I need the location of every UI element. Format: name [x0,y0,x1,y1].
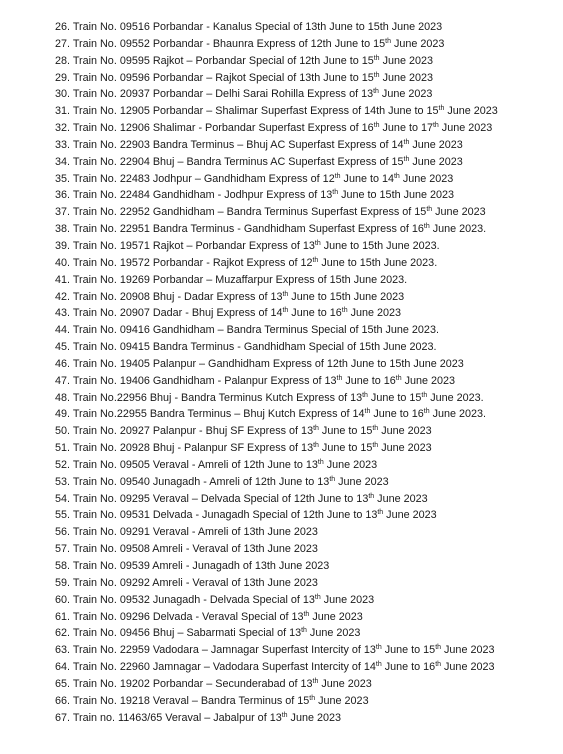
list-item: 52. Train No. 09505 Veraval - Amreli of 12th June to 13th June 2023 [55,458,378,471]
list-item: 35. Train No. 22483 Jodhpur – Gandhidham Express of 12th June to 14th June 2023 [55,172,454,185]
list-item: 30. Train No. 20937 Porbandar – Delhi Sarai Rohilla Express of 13th June 2023 [55,88,433,101]
list-item: 51. Train No. 20928 Bhuj - Palanpur SF Express of 13th June to 15th June 2023 [55,442,432,455]
list-item: 29. Train No. 09596 Porbandar – Rajkot Special of 13th June to 15th June 2023 [55,71,434,84]
list-item: 64. Train No. 22960 Jamnagar – Vadodara Superfast Intercity of 14th June to 16th June 2023 [55,661,495,674]
list-item: 63. Train No. 22959 Vadodara – Jamnagar Superfast Intercity of 13th June to 15th June 2023 [55,644,495,657]
list-item: 65. Train No. 19202 Porbandar – Secunderabad of 13th June 2023 [55,677,372,690]
list-item: 42. Train No. 20908 Bhuj - Dadar Express of 13th June to 15th June 2023 [55,290,405,303]
list-item: 46. Train No. 19405 Palanpur – Gandhidham Express of 12th June to 15th June 2023 [55,357,464,370]
list-item: 43. Train No. 20907 Dadar - Bhuj Express of 14th June to 16th June 2023 [55,307,402,320]
list-item: 49. Train No.22955 Bandra Terminus – Bhuj Kutch Express of 14th June to 16th June 2023. [55,408,487,421]
list-item: 33. Train No. 22903 Bandra Terminus – Bhuj AC Superfast Express of 14th June 2023 [55,138,463,151]
list-item: 41. Train No. 19269 Porbandar – Muzaffarpur Express of 15th June 2023. [55,273,408,286]
list-item: 62. Train No. 09456 Bhuj – Sabarmati Special of 13th June 2023 [55,627,361,640]
list-item: 31. Train No. 12905 Porbandar – Shalimar Superfast Express of 14th June to 15th June 2023 [55,105,498,118]
list-item: 67. Train no. 11463/65 Veraval – Jabalpur of 13th June 2023 [55,711,341,724]
list-item: 61. Train No. 09296 Delvada - Veraval Special of 13th June 2023 [55,610,363,623]
list-item: 54. Train No. 09295 Veraval – Delvada Special of 12th June to 13th June 2023 [55,492,428,505]
list-item: 55. Train No. 09531 Delvada - Junagadh Special of 12th June to 13th June 2023 [55,509,437,522]
list-item: 44. Train No. 09416 Gandhidham – Bandra Terminus Special of 15th June 2023. [55,324,439,337]
list-item: 34. Train No. 22904 Bhuj – Bandra Terminus AC Superfast Express of 15th June 2023 [55,155,463,168]
list-item: 56. Train No. 09291 Veraval - Amreli of 13th June 2023 [55,526,318,539]
list-item: 47. Train No. 19406 Gandhidham - Palanpur Express of 13th June to 16th June 2023 [55,374,456,387]
list-item: 53. Train No. 09540 Junagadh - Amreli of 12th June to 13th June 2023 [55,475,389,488]
list-item: 58. Train No. 09539 Amreli - Junagadh of 13th June 2023 [55,560,330,572]
list-item: 26. Train No. 09516 Porbandar - Kanalus Special of 13th June to 15th June 2023 [55,21,443,33]
list-item: 59. Train No. 09292 Amreli - Veraval of 13th June 2023 [55,576,318,589]
list-item: 50. Train No. 20927 Palanpur - Bhuj SF Express of 13th June to 15th June 2023 [55,425,432,438]
list-item: 48. Train No.22956 Bhuj - Bandra Terminus Kutch Express of 13th June to 15th June 2023. [55,391,484,404]
list-item: 38. Train No. 22951 Bandra Terminus - Gandhidham Superfast Express of 16th June 2023. [55,223,487,236]
list-item: 36. Train No. 22484 Gandhidham - Jodhpur Express of 13th June to 15th June 2023 [55,189,455,202]
list-item: 45. Train No. 09415 Bandra Terminus - Gandhidham Special of 15th June 2023. [55,341,437,354]
list-item: 60. Train No. 09532 Junagadh - Delvada Special of 13th June 2023 [55,593,375,606]
list-item: 57. Train No. 09508 Amreli - Veraval of 13th June 2023 [55,543,318,556]
cancelled-train-list [55,19,560,726]
list-item: 37. Train No. 22952 Gandhidham – Bandra Terminus Superfast Express of 15th June 2023 [55,206,486,219]
list-item: 27. Train No. 09552 Porbandar - Bhaunra Express of 12th June to 15th June 2023 [55,37,445,50]
list-item: 40. Train No. 19572 Porbandar - Rajkot Express of 12th June to 15th June 2023. [55,256,438,269]
list-item: 32. Train No. 12906 Shalimar - Porbandar Superfast Express of 16th June to 17th June 2023 [55,122,493,135]
list-item: 66. Train No. 19218 Veraval – Bandra Terminus of 15th June 2023 [55,694,369,707]
list-item: 39. Train No. 19571 Rajkot – Porbandar Express of 13th June to 15th June 2023. [55,239,440,252]
list-item: 28. Train No. 09595 Rajkot – Porbandar Special of 12th June to 15th June 2023 [55,54,434,67]
